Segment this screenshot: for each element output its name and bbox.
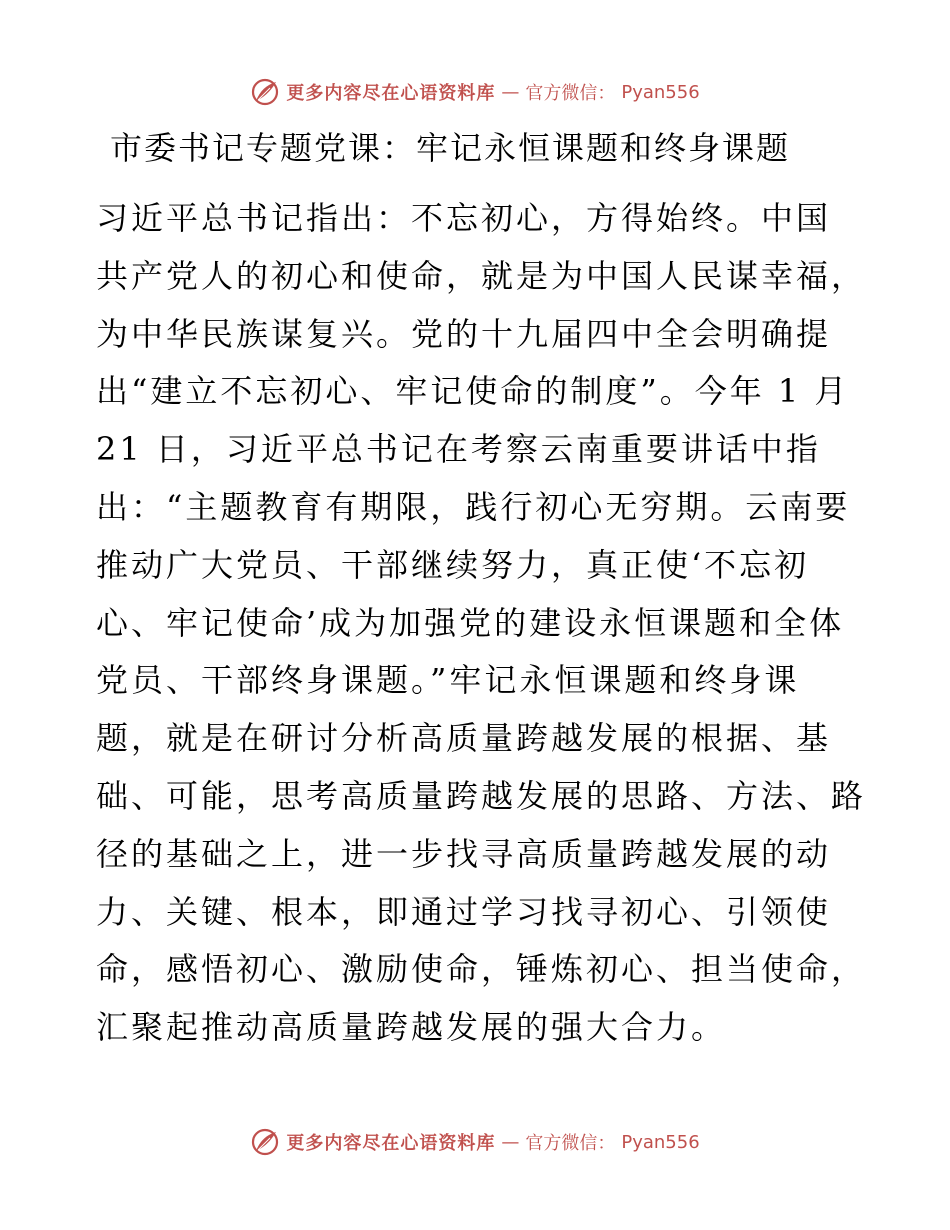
feather-pen-logo-icon xyxy=(250,1127,280,1157)
body-line: 党员、干部终身课题。”牢记永恒课题和终身课 xyxy=(96,661,800,700)
watermark-wechat-id: Pyan556 xyxy=(621,81,700,103)
feather-pen-logo-icon xyxy=(250,77,280,107)
watermark-wechat-label: 官方微信： xyxy=(525,1133,616,1154)
body-line: 径的基础之上，进一步找寻高质量跨越发展的动 xyxy=(96,834,832,873)
body-line: 力、关键、根本，即通过学习找寻初心、引领使 xyxy=(96,892,832,931)
body-line: 推动广大党员、干部继续努力，真正使‘不忘初 xyxy=(96,545,810,584)
watermark-text: 更多内容尽在心语资料库 xyxy=(286,83,496,104)
watermark-wechat-id: Pyan556 xyxy=(621,1131,700,1153)
document-body xyxy=(96,190,867,1057)
body-line: 础、可能，思考高质量跨越发展的思路、方法、路 xyxy=(96,776,867,815)
body-line: 出“建立不忘初心、牢记使命的制度”。今年 1 月 xyxy=(96,372,850,411)
watermark-dash: — xyxy=(501,1131,520,1153)
body-line: 21 日，习近平总书记在考察云南重要讲话中指 xyxy=(96,430,821,469)
body-line: 汇聚起推动高质量跨越发展的强大合力。 xyxy=(96,1008,727,1047)
body-line: 习近平总书记指出：不忘初心，方得始终。中国 xyxy=(96,199,832,237)
body-line: 为中华民族谋复兴。党的十九届四中全会明确提 xyxy=(96,314,832,353)
document-title: 市委书记专题党课：牢记永恒课题和终身课题 xyxy=(110,129,791,167)
body-line: 命，感悟初心、激励使命，锤炼初心、担当使命， xyxy=(96,950,867,989)
body-line: 出：“主题教育有期限，践行初心无穷期。云南要 xyxy=(96,487,851,526)
body-line: 心、牢记使命’成为加强党的建设永恒课题和全体 xyxy=(96,603,845,642)
watermark-text: 更多内容尽在心语资料库 xyxy=(286,1133,496,1154)
watermark-dash: — xyxy=(501,81,520,103)
body-line: 共产党人的初心和使命，就是为中国人民谋幸福， xyxy=(96,256,867,295)
watermark-wechat-label: 官方微信： xyxy=(525,83,616,104)
body-line: 题，就是在研讨分析高质量跨越发展的根据、基 xyxy=(96,719,832,758)
footer-watermark xyxy=(0,1122,950,1162)
header-watermark xyxy=(0,72,950,112)
